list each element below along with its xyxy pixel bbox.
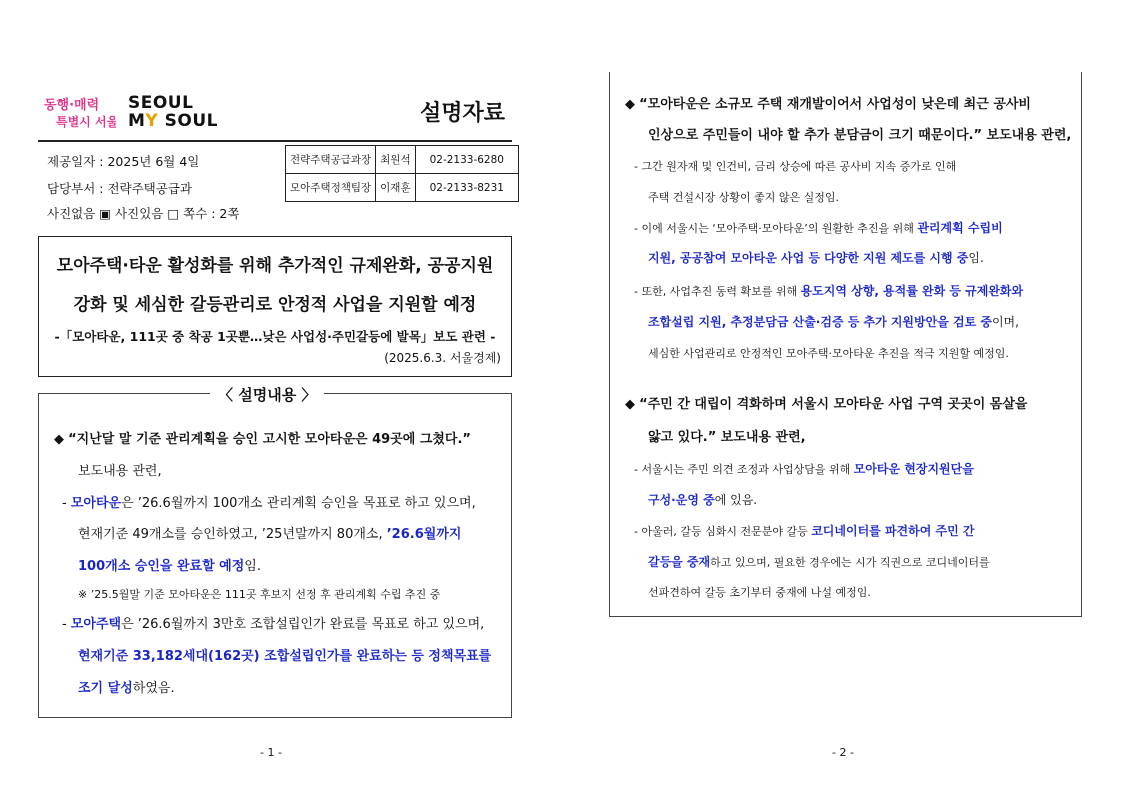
page-title: 설명자료 xyxy=(420,101,506,126)
bullet-2-line2: 현재기준 33,182세대(162곳) 조합설립인가를 완료하는 등 정책목표를 xyxy=(78,649,492,664)
r-bullet-3-line3: 세심한 사업관리로 안정적인 모아주택·모아타운 추진을 적극 지원할 예정임. xyxy=(648,347,1009,360)
headline-line: 강화 및 세심한 갈등관리로 안정적 사업을 지원할 예정 xyxy=(73,295,477,315)
r-bullet-4: - 서울시는 주민 의견 조정과 사업상담을 위해 모아타운 현장지원단을 xyxy=(634,462,974,476)
logo-slogan xyxy=(42,94,116,130)
section-label: 〈 설명내용 〉 xyxy=(210,384,324,405)
contact-name: 최원석 xyxy=(376,146,415,174)
bullet-1-line2: 현재기준 49개소를 승인하였고, ’25년말까지 80개소, ’26.6월까지 xyxy=(78,527,462,542)
r-bullet-3: - 또한, 사업추진 동력 확보를 위해 용도지역 상향, 용적률 완화 등 규제완화와 xyxy=(634,284,1024,298)
page-number: - 1 - xyxy=(260,746,282,759)
r-bullet-5-line3: 선파견하여 갈등 초기부터 중재에 나설 예정임. xyxy=(648,586,871,599)
seoul-my-soul-logo: SEOUL MY SOUL xyxy=(128,93,218,131)
r-bullet-1: - 그간 원자재 및 인건비, 금리 상승에 따른 공사비 지속 증가로 인해 xyxy=(634,160,957,173)
r-bullet-2-line2: 지원, 공공참여 모아타운 사업 등 다양한 지원 제도를 시행 중임. xyxy=(648,251,984,265)
bullet-2-line3: 조기 달성하였음. xyxy=(78,681,175,696)
page-number: - 2 - xyxy=(832,746,854,759)
contact-table xyxy=(285,145,519,202)
quote-1: ◆ “지난달 말 기준 관리계획을 승인 고시한 모아타운은 49곳에 그쳤다.” xyxy=(54,432,471,447)
svg-text:동행·매력: 동행·매력 xyxy=(44,98,100,113)
headline-line: 모아주택·타운 활성화를 위해 추가적인 규제완화, 공공지원 xyxy=(56,256,494,276)
r-bullet-2: - 이에 서울시는 ‘모아주택·모아타운’의 원활한 추진을 위해 관리계획 수립비 xyxy=(634,221,1003,235)
contact-name: 이재훈 xyxy=(376,174,415,202)
photo-pages: 사진없음 ▣ 사진있음 □ 쪽수 : 2쪽 xyxy=(47,206,240,221)
contact-role: 모아주택정책팀장 xyxy=(286,174,376,202)
r-bullet-1-line2: 주택 건설시장 상황이 좋지 않은 실정임. xyxy=(648,191,839,204)
quote-2-cont: 인상으로 주민들이 내야 할 추가 분담금이 크기 때문이다.” 보도내용 관련, xyxy=(648,128,1072,143)
contact-role: 전략주택공급과장 xyxy=(286,146,376,174)
quote-text: “지난달 말 기준 관리계획을 승인 고시한 모아타운은 49곳에 그쳤다.” xyxy=(68,432,471,447)
header-divider xyxy=(38,140,512,142)
contact-row xyxy=(286,146,519,174)
quote-1-cont: 보도내용 관련, xyxy=(78,464,162,479)
r-bullet-3-line2: 조합설립 지원, 추정분담금 산출·검증 등 추가 지원방안을 검토 중이며, xyxy=(648,315,1019,329)
issue-date: 제공일자 : 2025년 6월 4일 xyxy=(47,154,200,169)
contact-phone: 02-2133-6280 xyxy=(415,146,518,174)
svg-text:특별시 서울: 특별시 서울 xyxy=(56,115,116,129)
r-bullet-4-line2: 구성·운영 중에 있음. xyxy=(648,493,758,507)
department: 담당부서 : 전략주택공급과 xyxy=(47,181,192,196)
headline-box xyxy=(38,236,512,377)
quote-2: ◆ “모아타운은 소규모 주택 재개발이어서 사업성이 낮은데 최근 공사비 xyxy=(625,97,1031,112)
contact-row xyxy=(286,174,519,202)
r-bullet-5: - 아울러, 갈등 심화시 전문분야 갈등 코디네이터를 파견하여 주민 간 xyxy=(634,524,975,538)
r-bullet-5-line2: 갈등을 중재하고 있으며, 필요한 경우에는 시가 직권으로 코디네이터를 xyxy=(648,555,990,569)
footnote: ※ ’25.5월말 기준 모아타운은 111곳 후보지 선정 후 관리계획 수립 추진 중 xyxy=(78,588,441,601)
headline-source: (2025.6.3. 서울경제) xyxy=(384,351,501,365)
contact-phone: 02-2133-8231 xyxy=(415,174,518,202)
quote-3-cont: 앓고 있다.” 보도내용 관련, xyxy=(648,430,806,445)
bullet-1: - 모아타운은 ’26.6월까지 100개소 관리계획 승인을 목표로 하고 있으며, xyxy=(62,496,476,511)
quote-3: ◆ “주민 간 대립이 격화하며 서울시 모아타운 사업 구역 곳곳이 몸살을 xyxy=(625,397,1028,412)
headline-subtitle: -「모아타운, 111곳 중 착공 1곳뿐…낮은 사업성·주민갈등에 발목」보도 관련 - xyxy=(54,329,496,344)
bullet-1-line3: 100개소 승인을 완료할 예정임. xyxy=(78,559,261,574)
bullet-2: - 모아주택은 ’26.6월까지 3만호 조합설립인가 완료를 목표로 하고 있으며, xyxy=(62,617,485,632)
